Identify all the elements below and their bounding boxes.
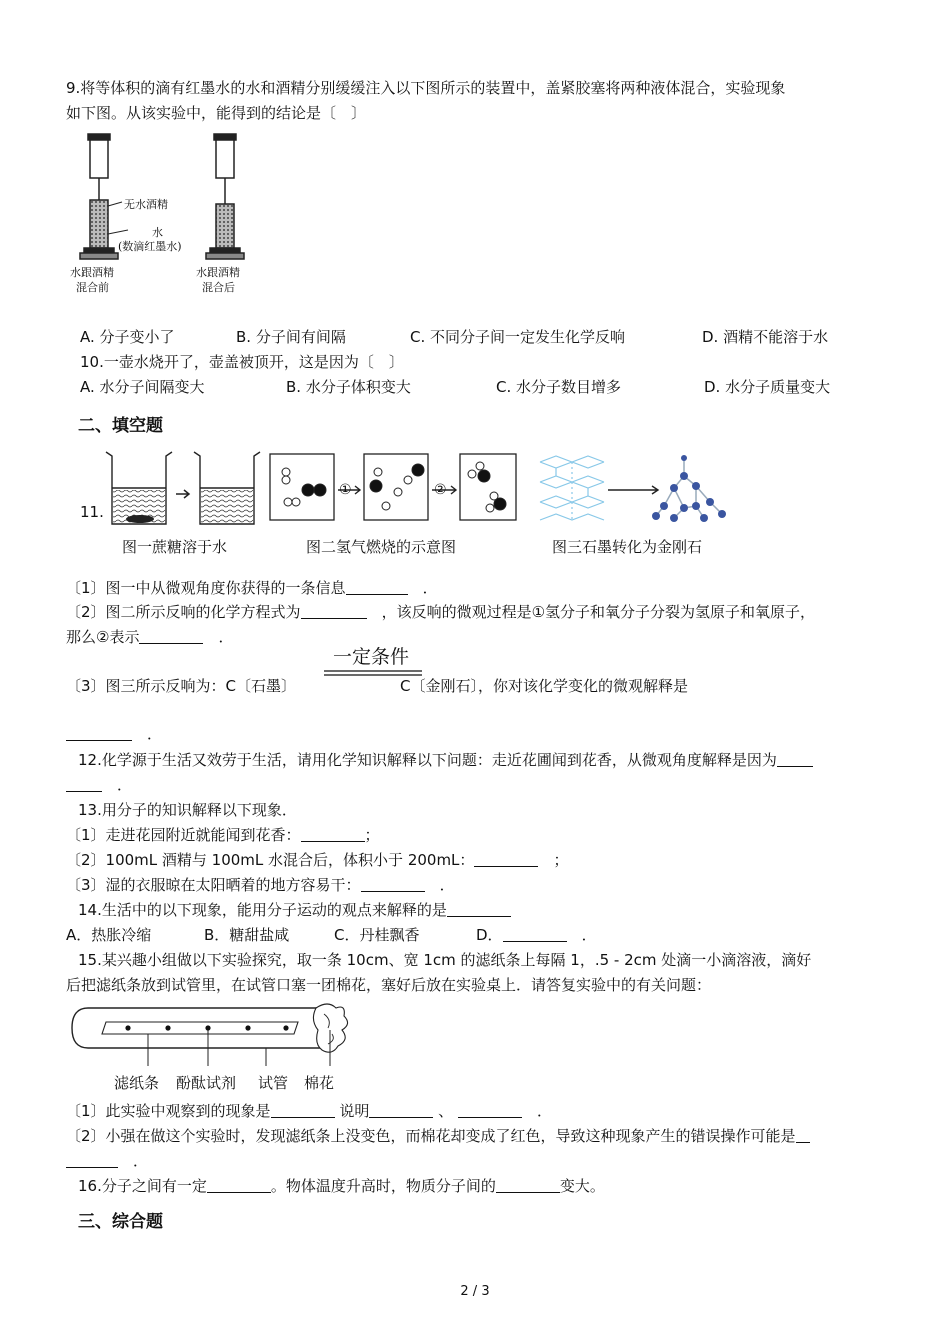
q15-test-tube-figure — [66, 1000, 356, 1072]
q9-line1: 9.将等体积的滴有红墨水的水和酒精分别缓缓注入以下图所示的装置中，盖紧胶塞将两种液体混合，实验现象 — [66, 79, 786, 97]
q13-sub2: 〔2〕100mL 酒精与 100mL 水混合后，体积小于 200mL： ； — [66, 851, 569, 869]
page-number: 2 / 3 — [460, 1284, 490, 1299]
q13-line: 13.用分子的知识解释以下现象． — [78, 801, 297, 819]
answer-blank[interactable] — [301, 825, 365, 842]
q12-cont: ． — [66, 773, 884, 797]
answer-blank[interactable] — [447, 900, 511, 917]
caption-after-2: 混合后 — [202, 281, 235, 294]
fig1-sugar-dissolving — [100, 448, 265, 530]
q11-sub3-answer: ． — [66, 722, 884, 746]
answer-blank[interactable] — [369, 1101, 433, 1118]
q14-option-a: A．热胀冷缩 — [66, 926, 152, 944]
q11-sub1: 〔1〕图一中从微观角度你获得的一条信息 ． — [66, 579, 438, 597]
q10-line: 10.一壶水烧开了，壶盖被顶开，这是因为〔 〕 — [80, 353, 404, 371]
q14-option-c: C．丹桂飘香 — [334, 926, 420, 944]
q14-option-d: D． ． — [476, 926, 597, 944]
q11-sub2: 〔2〕图二所示反响的化学方程式为 ，该反响的微观过程是①氢分子和氧分子分裂为氢原子和氧原子， — [66, 603, 816, 621]
answer-blank[interactable] — [474, 850, 538, 867]
caption-after-1: 水跟酒精 — [196, 266, 240, 279]
q9-option-b: B. 分子间有间隔 — [236, 328, 346, 346]
label-red-ink: (数滴红墨水) — [118, 240, 182, 253]
answer-blank[interactable] — [66, 775, 102, 792]
q11-sub2-cont: 那么②表示 ． — [66, 628, 234, 646]
q9-option-c: C. 不同分子间一定发生化学反响 — [410, 328, 626, 346]
q16-line: 16.分子之间有一定 。物体温度升高时，物质分子间的 变大。 — [78, 1177, 605, 1195]
apparatus-before — [80, 134, 118, 259]
q13-sub3: 〔3〕湿的衣服晾在太阳晒着的地方容易干： ． — [66, 876, 455, 894]
answer-blank[interactable] — [796, 1126, 810, 1143]
q15-sub2-cont: ． — [66, 1149, 884, 1173]
q12-line: 12.化学源于生活又效劳于生活，请用化学知识解释以下问题：走近花圃闻到花香，从微观角度解释是因为 — [78, 748, 884, 772]
answer-blank[interactable] — [346, 578, 408, 595]
label-cotton: 棉花 — [304, 1074, 335, 1092]
step-1-marker: ① — [339, 482, 352, 498]
fig2-caption: 图二氢气燃烧的示意图 — [306, 538, 457, 556]
fig3-graphite-to-diamond — [534, 450, 734, 530]
answer-blank[interactable] — [361, 875, 425, 892]
label-phenolphthalein: 酚酞试剂 — [176, 1074, 237, 1092]
caption-before-2: 混合前 — [76, 281, 109, 294]
q10-option-a: A. 水分子间隔变大 — [80, 378, 205, 396]
label-test-tube: 试管 — [258, 1074, 289, 1092]
fig2-hydrogen-combustion — [268, 452, 520, 526]
answer-blank[interactable] — [301, 602, 367, 619]
q15-sub2: 〔2〕小强在做这个实验时，发现滤纸条上没变色，而棉花却变成了红色，导致这种现象产生的错误操作可能是 — [66, 1124, 884, 1148]
answer-blank[interactable] — [496, 1176, 560, 1193]
q14-option-b: B．糖甜盐咸 — [204, 926, 290, 944]
q10-option-c: C. 水分子数目增多 — [496, 378, 622, 396]
answer-blank[interactable] — [66, 724, 132, 741]
answer-blank[interactable] — [458, 1101, 522, 1118]
q9-line2: 如下图。从该实验中，能得到的结论是〔 〕 — [66, 104, 367, 122]
answer-blank[interactable] — [139, 627, 203, 644]
section-comprehensive: 三、综合题 — [78, 1212, 163, 1232]
label-filter-strip: 滤纸条 — [114, 1074, 160, 1092]
answer-blank[interactable] — [271, 1101, 335, 1118]
q11-number: 11. — [80, 503, 104, 521]
answer-blank[interactable] — [66, 1151, 118, 1168]
fig1-caption: 图一蔗糖溶于水 — [122, 538, 228, 556]
q15-line1: 15.某兴趣小组做以下实验探究，取一条 10cm、宽 1cm 的滤纸条上每隔 1，.5 - 2cm 处滴一小滴溶液，滴好 — [78, 951, 812, 969]
caption-before-1: 水跟酒精 — [70, 266, 114, 279]
step-2-marker: ② — [434, 482, 447, 498]
q10-option-b: B. 水分子体积变大 — [286, 378, 411, 396]
label-alcohol: 无水酒精 — [124, 198, 168, 211]
label-water: 水 — [152, 226, 163, 239]
fig3-caption: 图三石墨转化为金刚石 — [552, 538, 703, 556]
answer-blank[interactable] — [207, 1176, 271, 1193]
q13-sub1: 〔1〕走进花园附近就能闻到花香： ； — [66, 826, 380, 844]
q10-option-d: D. 水分子质量变大 — [704, 378, 831, 396]
section-fill-in: 二、填空题 — [78, 416, 163, 436]
answer-blank[interactable] — [503, 925, 567, 942]
q11-sub3: 〔3〕图三所示反响为：C〔石墨〕 C〔金刚石〕，你对该化学变化的微观解释是 — [66, 677, 689, 695]
q15-sub1: 〔1〕此实验中观察到的现象是 说明 、 ． — [66, 1102, 552, 1120]
q9-option-d: D. 酒精不能溶于水 — [702, 328, 829, 346]
q9-option-a: A. 分子变小了 — [80, 328, 175, 346]
q15-line2: 后把滤纸条放到试管里，在试管口塞一团棉花，塞好后放在实验桌上．请答复实验中的有关问题： — [66, 976, 712, 994]
reaction-condition: 一定条件 — [333, 646, 410, 668]
q14-line: 14.生活中的以下现象，能用分子运动的观点来解释的是 — [78, 898, 884, 922]
answer-blank[interactable] — [777, 750, 813, 767]
apparatus-after — [206, 134, 244, 259]
